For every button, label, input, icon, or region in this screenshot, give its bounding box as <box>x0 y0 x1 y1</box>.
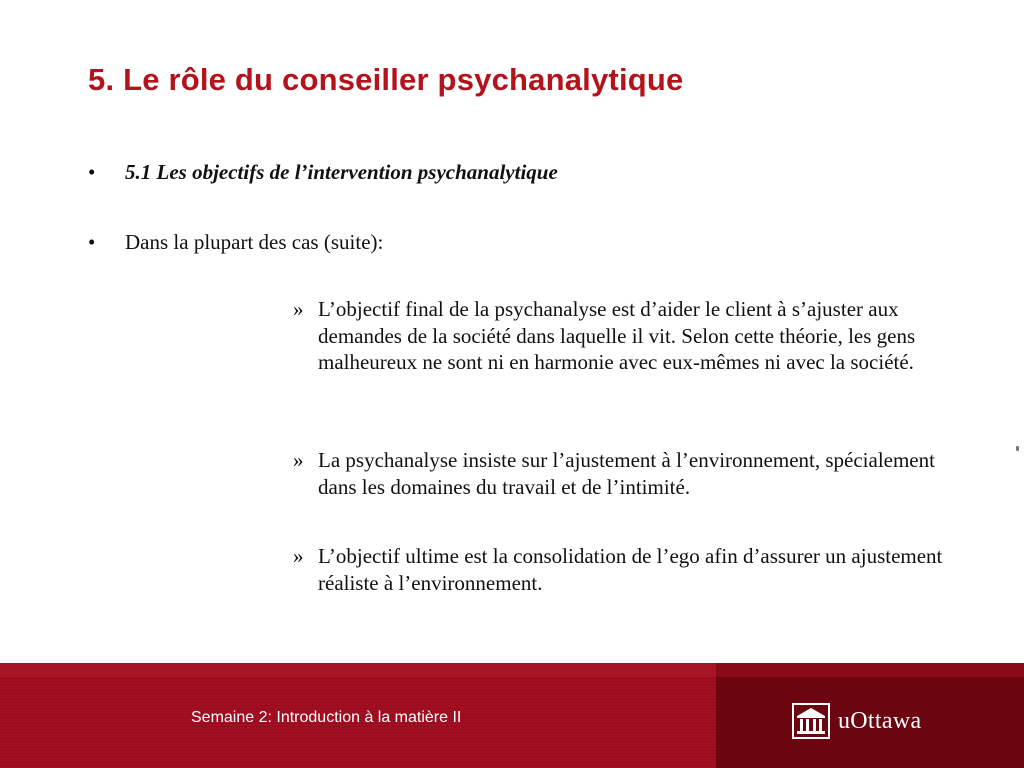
sub-bullet-item <box>293 296 953 376</box>
footer-logo-panel-stripe <box>716 663 1024 677</box>
sub-bullet-text: La psychanalyse insiste sur l’ajustement à l’environnement, spécialement dans les domaines du travail et de l’intimité. <box>318 448 935 499</box>
sub-bullet-text: L’objectif final de la psychanalyse est d’aider le client à s’ajuster aux demandes de la société dans laquelle il vit. Selon cette théorie, les gens malheureux ne sont ni en harmonie avec eux-mêmes ni avec la société. <box>318 297 916 374</box>
bullet-item <box>88 230 383 255</box>
footer-band <box>0 663 1024 768</box>
stray-mark <box>1016 446 1019 451</box>
sub-bullet-marker: » <box>293 297 304 321</box>
bullet-marker: • <box>88 230 96 254</box>
bullet-text-subheading: 5.1 Les objectifs de l’intervention psychanalytique <box>125 160 558 184</box>
sub-bullet-marker: » <box>293 544 304 568</box>
uottawa-logo <box>792 703 921 739</box>
sub-bullet-item <box>293 447 953 500</box>
logo-wordmark: uOttawa <box>838 707 922 734</box>
bullet-item <box>88 160 558 185</box>
bullet-marker: • <box>88 160 96 184</box>
sub-bullet-text: L’objectif ultime est la consolidation de l’ego afin d’assurer un ajustement réaliste à l’environnement. <box>318 544 943 595</box>
bullet-text: Dans la plupart des cas (suite): <box>125 230 384 254</box>
sub-bullet-marker: » <box>293 448 304 472</box>
slide-title: 5. Le rôle du conseiller psychanalytique <box>88 62 684 97</box>
footer-logo-panel <box>716 663 1024 768</box>
sub-bullet-item <box>293 543 953 596</box>
footer-course-label: Semaine 2: Introduction à la matière II <box>191 709 462 726</box>
university-building-icon <box>792 703 830 739</box>
